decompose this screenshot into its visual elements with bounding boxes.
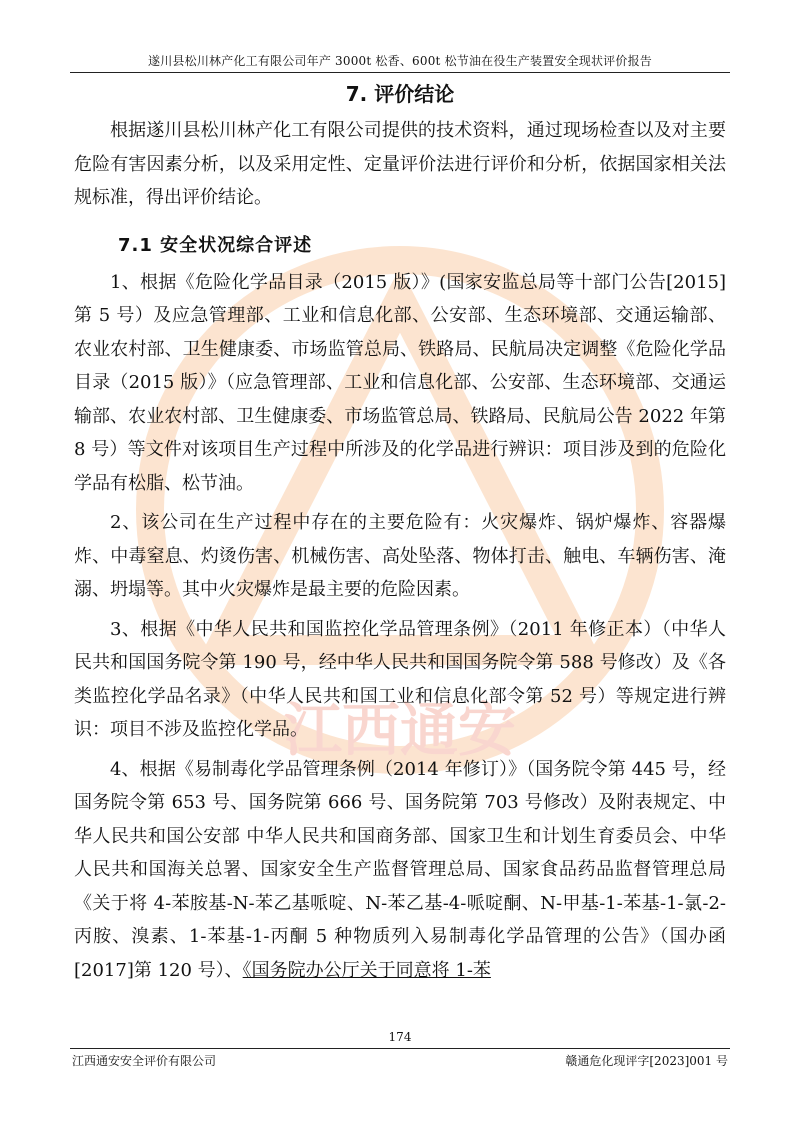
paragraph-4-underlined: 《国务院办公厅关于同意将 1-苯 — [242, 959, 491, 981]
chapter-title: 7. 评价结论 — [345, 82, 455, 106]
paragraph-4 — [74, 753, 726, 988]
page-header: 遂川县松川林产化工有限公司年产 3000t 松香、600t 松节油在役生产装置安全现状评价报告 — [148, 54, 652, 68]
paragraph-2: 2、该公司在生产过程中存在的主要危险有：火灾爆炸、锅炉爆炸、容器爆炸、中毒窒息、灼烫伤害、机械伤害、高处坠落、物体打击、触电、车辆伤害、淹溺、坍塌等。其中火灾爆炸是最主要的危险因素。 — [74, 512, 726, 600]
paragraph-1: 1、根据《危险化学品目录（2015 版）》(国家安监总局等十部门公告[2015]第 5 号）及应急管理部、工业和信息化部、公安部、生态环境部、交通运输部、农业农村部、卫生健康委、市场监管总局、铁路局、民航局决定调整《危险化学品目录（2015 版）》（应急管理部、工业和信息化部、公安部、生态环境部、交通运输部、农业农村部、卫生健康委、市场监管总局、铁路局、民航局公告 2022 年第 8 号）等文件对该项目生产过程中所涉及的化学品进行辨识：项目涉及到的危险化学品有松脂、松节油。 — [74, 271, 726, 494]
section-heading: 7.1 安全状况综合评述 — [118, 234, 313, 256]
header-divider — [70, 72, 730, 73]
main-content — [74, 114, 726, 987]
paragraph-4-text: 4、根据《易制毒化学品管理条例（2014 年修订）》（国务院令第 445 号，经国务院令第 653 号、国务院第 666 号、国务院第 703 号修改）及附表规定、中华人民共和国公安部 中华人民共和国商务部、国家卫生和计划生育委员会、中华人民共和国海关总署、国家安全生产监督管理总局、国家食品药品监督管理总局《关于将 4-苯胺基-N-苯乙基哌啶、N-苯乙基-4-哌啶酮、N-甲基-1-苯基-1-氯-2-丙胺、溴素、1-苯基-1-丙酮 5 种物质列入易制毒化学品管理的公告》（国办函[2017]第 120 号）、 — [74, 758, 726, 981]
page-number: 174 — [388, 1030, 412, 1044]
footer-report-code: 赣通危化现评字[2023]001 号 — [565, 1054, 728, 1068]
paragraph-3: 3、根据《中华人民共和国监控化学品管理条例》（2011 年修正本）（中华人民共和国国务院令第 190 号，经中华人民共和国国务院令第 588 号修改）及《各类监控化学品名录》（中华人民共和国工业和信息化部令第 52 号）等规定进行辨识：项目不涉及监控化学品。 — [74, 618, 726, 740]
footer-company: 江西通安安全评价有限公司 — [72, 1054, 217, 1068]
footer-divider — [70, 1048, 730, 1049]
intro-paragraph: 根据遂川县松川林产化工有限公司提供的技术资料，通过现场检查以及对主要危险有害因素分析，以及采用定性、定量评价法进行评价和分析，依据国家相关法规标准，得出评价结论。 — [74, 120, 726, 208]
watermark-text: 江西通安 — [283, 696, 517, 764]
